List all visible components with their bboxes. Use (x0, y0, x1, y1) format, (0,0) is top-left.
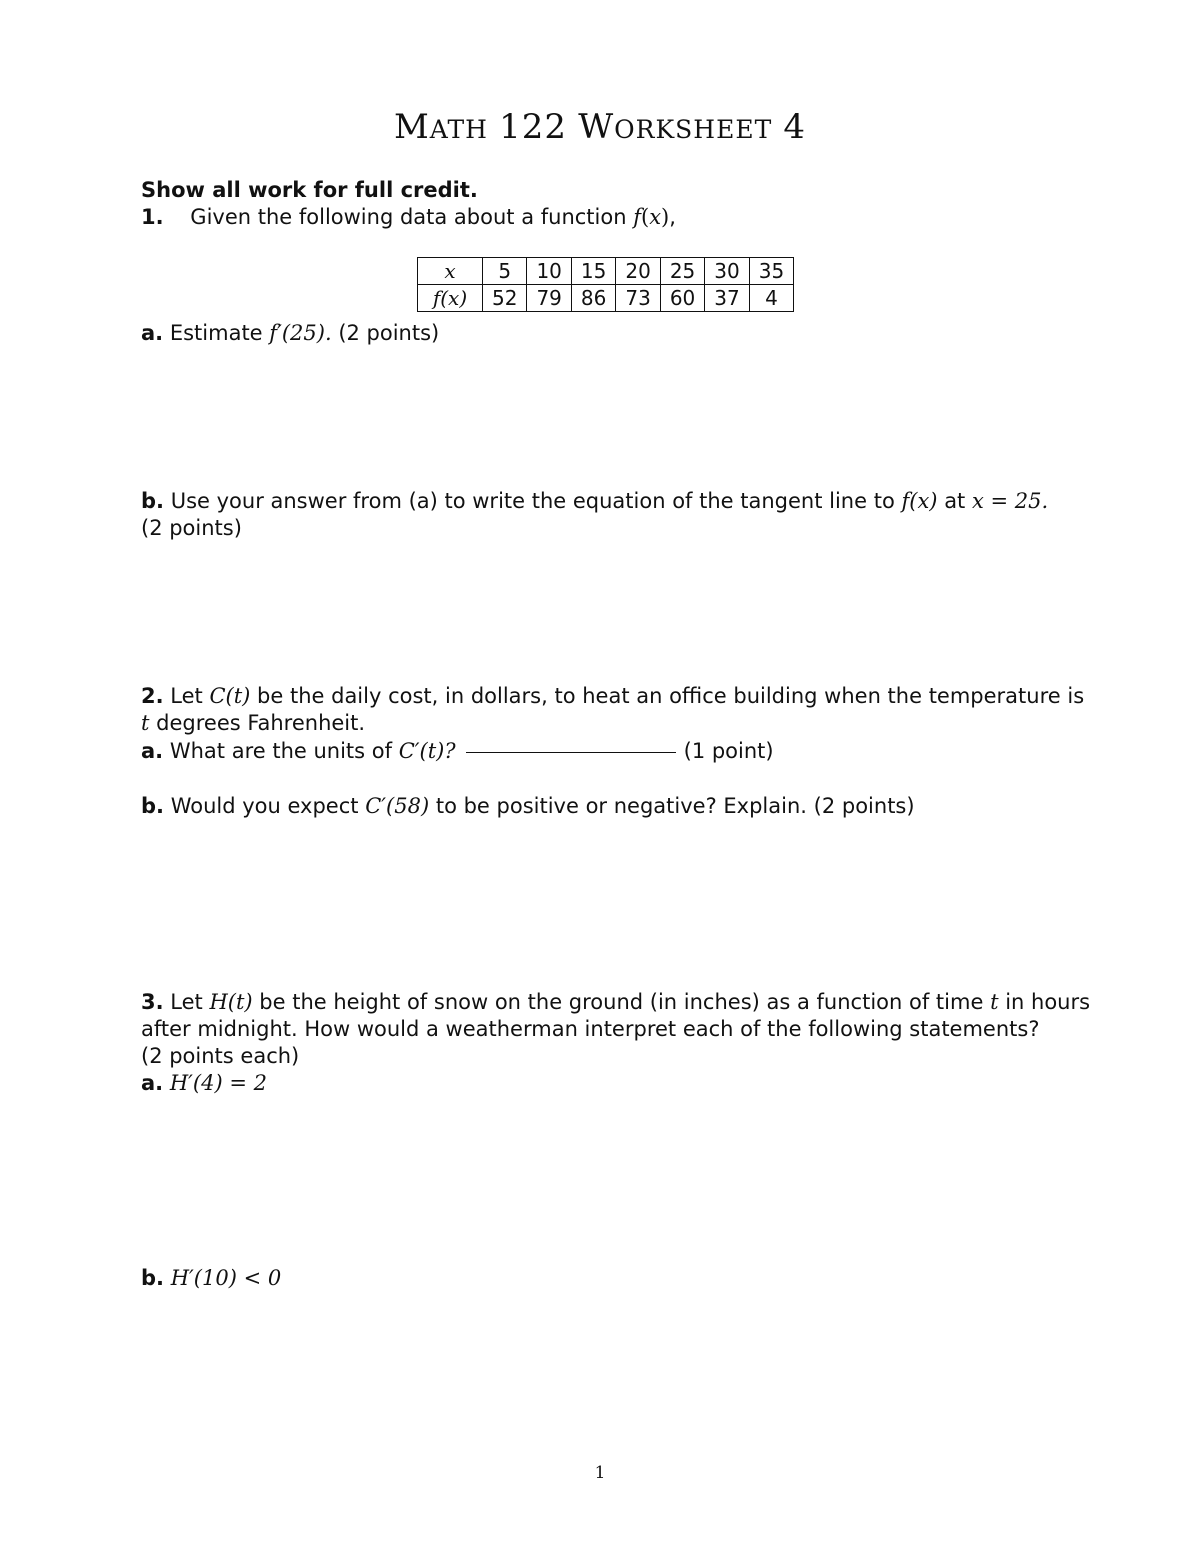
table-cell: 20 (616, 258, 660, 285)
q2a-prompt: a. What are the units of C′(t)? (1 point) (141, 739, 774, 763)
row-label-x: x (418, 258, 483, 285)
q3-prompt-line3: (2 points each) (141, 1044, 300, 1068)
row-label-fx: f(x) (418, 285, 483, 312)
q1b-points: (2 points) (141, 516, 242, 540)
table-cell: 79 (527, 285, 571, 312)
table-cell: 4 (749, 285, 793, 312)
q3b-prompt: b. H′(10) < 0 (141, 1266, 282, 1290)
table-cell: 15 (571, 258, 615, 285)
table-cell: 52 (483, 285, 527, 312)
table-cell: 35 (749, 258, 793, 285)
table-row (418, 285, 794, 312)
page-number: 1 (594, 1463, 606, 1483)
answer-blank[interactable] (466, 751, 676, 753)
table-cell: 86 (571, 285, 615, 312)
table-cell: 60 (660, 285, 704, 312)
page-title: MATH 122 WORKSHEET 4 (393, 107, 807, 147)
data-table (417, 257, 794, 312)
q3a-prompt: a. H′(4) = 2 (141, 1071, 267, 1095)
q1-prompt: 1. Given the following data about a function f(x), (141, 205, 676, 229)
q3-prompt-line2: after midnight. How would a weatherman interpret each of the following statements? (141, 1017, 1040, 1041)
q2-prompt-line2: t degrees Fahrenheit. (141, 711, 366, 735)
table-cell: 37 (705, 285, 749, 312)
table-cell: 73 (616, 285, 660, 312)
q1a-prompt: a. Estimate f′(25). (2 points) (141, 321, 440, 345)
instructions: Show all work for full credit. (141, 178, 478, 202)
table-cell: 25 (660, 258, 704, 285)
q2b-prompt: b. Would you expect C′(58) to be positive or negative? Explain. (2 points) (141, 794, 915, 818)
q1b-prompt: b. Use your answer from (a) to write the equation of the tangent line to f(x) at x = 25. (141, 489, 1049, 513)
q2-prompt-line1: 2. Let C(t) be the daily cost, in dollars, to heat an office building when the temperature is (141, 684, 1085, 708)
table-cell: 10 (527, 258, 571, 285)
table-cell: 5 (483, 258, 527, 285)
table-row (418, 258, 794, 285)
q3-prompt-line1: 3. Let H(t) be the height of snow on the ground (in inches) as a function of time t in hours (141, 990, 1091, 1014)
table-cell: 30 (705, 258, 749, 285)
